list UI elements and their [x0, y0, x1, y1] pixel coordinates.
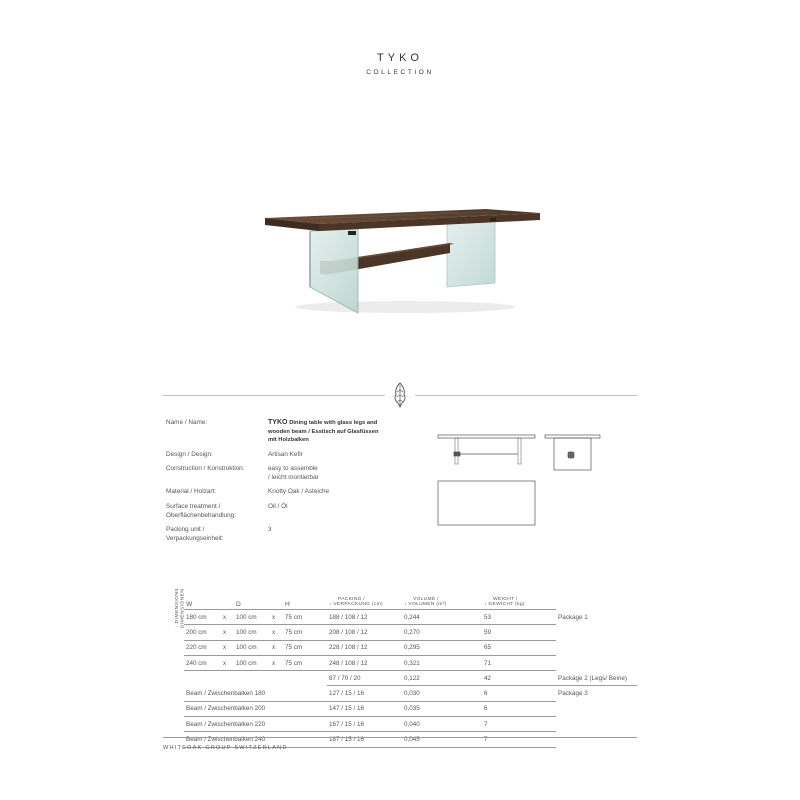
- name-label: Name / Name:: [166, 419, 208, 426]
- dimensions-vertical-label: [175, 568, 186, 628]
- cell-weight: 7: [482, 717, 556, 732]
- surface-label-1: Surface treatment /: [166, 503, 221, 510]
- construction-label: Construction / Konstruktion:: [166, 465, 245, 472]
- footer-rule: [163, 737, 637, 738]
- beam-row: [184, 686, 637, 701]
- table-row: [184, 655, 637, 670]
- cell-weight: 53: [482, 610, 556, 625]
- cell-h: 75 cm: [283, 625, 327, 640]
- cell-package: Package 2 (Legs/ Beine): [556, 671, 637, 686]
- header-weight-de: ↓ GEWICHT (kg): [484, 602, 525, 608]
- cell-package: [556, 625, 637, 640]
- cell-package: [556, 717, 637, 732]
- packing-value: 3: [268, 526, 272, 533]
- construction-value-1: easy to assemble: [268, 465, 318, 472]
- cell-weight: 65: [482, 640, 556, 655]
- table-row: [184, 610, 637, 625]
- separator-left: [163, 395, 385, 396]
- technical-drawing: [436, 430, 602, 528]
- surface-value: Oil / Öl: [268, 503, 288, 510]
- cell-packing: 248 / 108 / 12: [327, 655, 402, 670]
- cell-x: [221, 671, 234, 686]
- header-volume-en: VOLUME /: [413, 596, 439, 602]
- cell-h: 75 cm: [283, 610, 327, 625]
- dimensions-table: [184, 587, 637, 748]
- design-label: Design / Design:: [166, 451, 213, 458]
- cell-d: 100 cm: [234, 655, 270, 670]
- cell-w: 240 cm: [184, 655, 221, 670]
- cell-x: x: [270, 655, 283, 670]
- header-packing-en: PACKING /: [338, 596, 366, 602]
- cell-packing: 228 / 108 / 12: [327, 640, 402, 655]
- header-weight-en: WEIGHT /: [493, 596, 518, 602]
- cell-d: [234, 671, 270, 686]
- cell-package: [556, 655, 637, 670]
- cell-volume: 0,122: [402, 671, 482, 686]
- material-label: Material / Holzart:: [166, 488, 217, 495]
- cell-x: [270, 671, 283, 686]
- cell-package: [556, 701, 637, 716]
- cell-h: 75 cm: [283, 640, 327, 655]
- cell-d: 100 cm: [234, 640, 270, 655]
- cell-x: x: [270, 610, 283, 625]
- product-name: TYKO: [268, 419, 288, 426]
- cell-volume: 0,295: [402, 640, 482, 655]
- cell-volume: 0,244: [402, 610, 482, 625]
- cell-packing: 127 / 15 / 16: [327, 686, 402, 701]
- front-view-drawing: [438, 435, 535, 464]
- cell-beam-name: Beam / Zwischenbalken 180: [184, 686, 327, 701]
- cell-x: x: [221, 625, 234, 640]
- name-value: [268, 419, 388, 445]
- cell-volume: 0,045: [402, 732, 482, 747]
- cell-weight: 42: [482, 671, 556, 686]
- separator-right: [415, 395, 637, 396]
- cell-weight: 6: [482, 701, 556, 716]
- cell-x: x: [221, 655, 234, 670]
- header-volume-de: ↓ VOLUMEN (m³): [404, 602, 447, 608]
- cell-weight: 7: [482, 732, 556, 747]
- cell-h: 75 cm: [283, 655, 327, 670]
- table-row: [184, 625, 637, 640]
- header-packing-de: ↓ VERPACKUNG (cm): [329, 602, 383, 608]
- construction-value-2: / leicht montierbar: [268, 474, 319, 481]
- cell-volume: 0,040: [402, 717, 482, 732]
- cell-volume: 0,270: [402, 625, 482, 640]
- header-h: H: [283, 587, 327, 610]
- top-view-drawing: [438, 481, 535, 525]
- cell-package: Package 3: [558, 690, 588, 698]
- header-d: D: [234, 587, 270, 610]
- material-value: Knotty Oak / Asteiche: [268, 488, 330, 495]
- cell-volume: 0,321: [402, 655, 482, 670]
- dimensions-label-de: DIMENSIONEN: [180, 588, 186, 628]
- header-w: W: [184, 587, 221, 610]
- oak-leaf-icon: [392, 381, 408, 409]
- collection-title: TYKO: [377, 52, 423, 64]
- beam-row: [184, 701, 637, 716]
- cell-packing: 87 / 70 / 20: [327, 671, 402, 686]
- cell-w: 220 cm: [184, 640, 221, 655]
- cell-x: x: [221, 640, 234, 655]
- table-row: [184, 640, 637, 655]
- cell-w: [184, 671, 221, 686]
- cell-weight: 71: [482, 655, 556, 670]
- packing-label-2: Verpackungseinheit:: [166, 535, 224, 542]
- design-value: Artisan Kefir: [268, 451, 303, 458]
- cell-volume: 0,035: [402, 701, 482, 716]
- cell-h: [283, 671, 327, 686]
- cell-packing: 208 / 108 / 12: [327, 625, 402, 640]
- beam-row: [184, 717, 637, 732]
- product-description: Dining table with glass legs and wooden beam / Esstisch auf Glasfüssen mit Holzbalken: [268, 420, 379, 444]
- cell-package: [556, 640, 637, 655]
- cell-x: x: [270, 625, 283, 640]
- cell-x: x: [221, 610, 234, 625]
- cell-beam-name: Beam / Zwischenbalken 240: [184, 732, 327, 747]
- cell-w: 200 cm: [184, 625, 221, 640]
- cell-d: 100 cm: [234, 625, 270, 640]
- cell-packing: 147 / 15 / 16: [327, 701, 402, 716]
- cell-weight: 6: [482, 686, 556, 701]
- header-packing: [327, 587, 402, 610]
- table-header-row: [184, 587, 637, 610]
- cell-weight: 59: [482, 625, 556, 640]
- cell-x: x: [270, 640, 283, 655]
- cell-packing: 167 / 15 / 16: [327, 717, 402, 732]
- cell-beam-name: Beam / Zwischenbalken 200: [184, 701, 327, 716]
- product-image: [250, 195, 550, 325]
- table-row: [184, 671, 637, 686]
- surface-label-2: Oberflächenbehandlung:: [166, 512, 236, 519]
- header-weight: [482, 587, 556, 610]
- header-volume: [402, 587, 482, 610]
- dimensions-label-en: ↓ DIMENSIONS: [175, 587, 180, 628]
- cell-w: 180 cm: [184, 610, 221, 625]
- packing-label-1: Packing unit /: [166, 526, 205, 533]
- cell-package: Package 1: [558, 613, 588, 621]
- footer-company: WHITEOAK GROUP SWITZERLAND: [163, 745, 288, 751]
- cell-packing: 187 / 15 / 16: [327, 732, 402, 747]
- cell-d: 100 cm: [234, 610, 270, 625]
- side-view-drawing: [545, 435, 600, 470]
- cell-package: [556, 732, 637, 747]
- collection-subtitle: COLLECTION: [366, 69, 434, 76]
- cell-beam-name: Beam / Zwischenbalken 220: [184, 717, 327, 732]
- cell-volume: 0,030: [402, 686, 482, 701]
- cell-packing: 188 / 108 / 12: [327, 610, 402, 625]
